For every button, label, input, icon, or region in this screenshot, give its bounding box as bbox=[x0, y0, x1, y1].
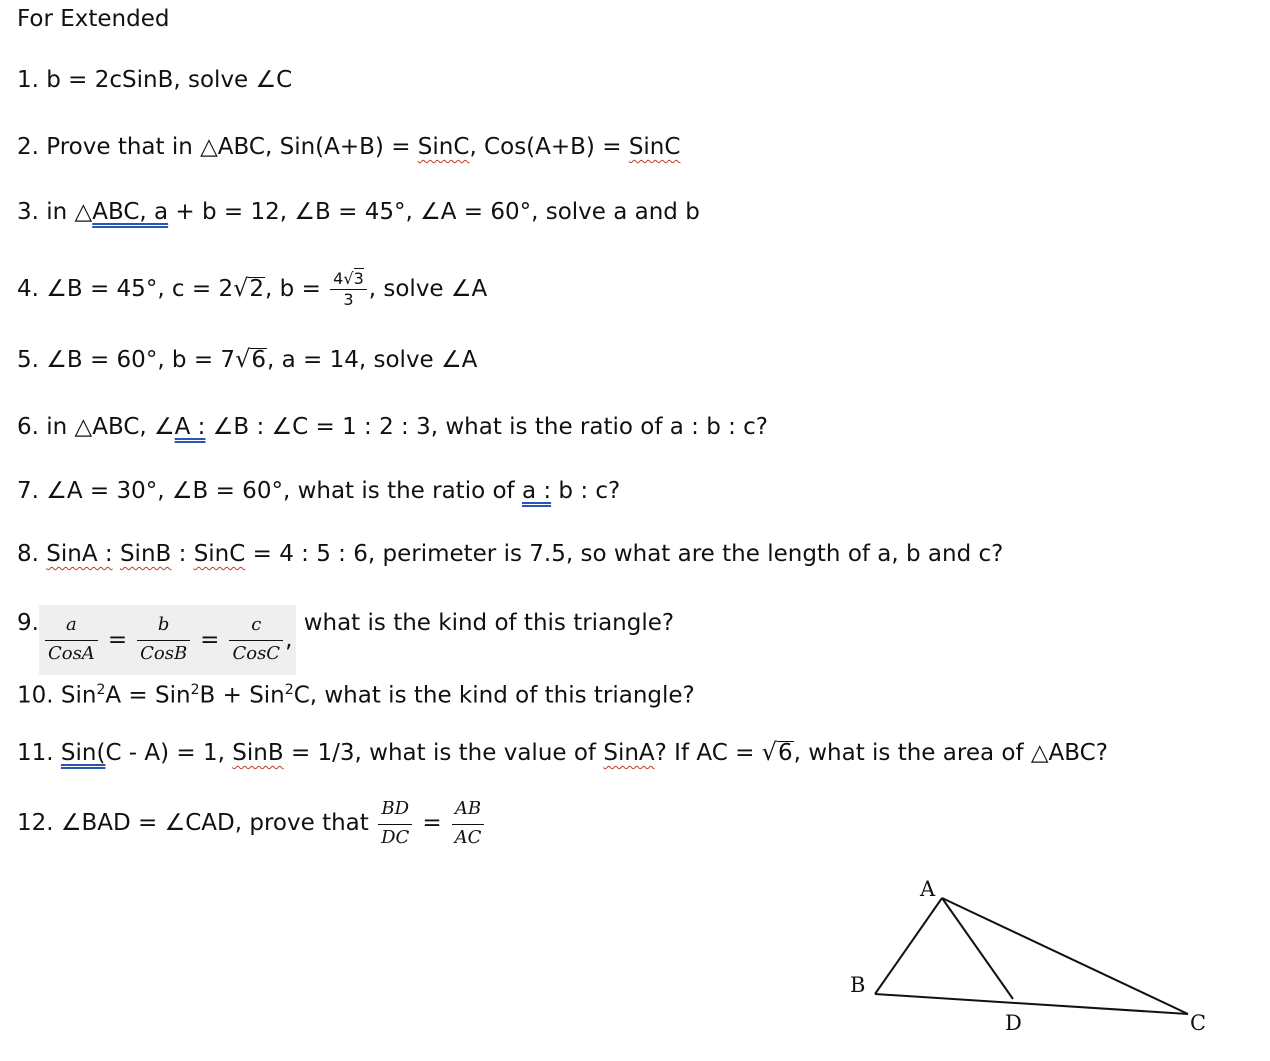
q9-frac-b-den: CosB bbox=[140, 643, 188, 664]
sqrt-symbol: √ bbox=[235, 345, 251, 373]
sqrt-symbol: √ bbox=[233, 274, 249, 302]
question-6 bbox=[17, 413, 768, 441]
q11-sina: SinA bbox=[603, 740, 655, 766]
q4-numerator: 4√3 bbox=[330, 269, 367, 290]
q4-fraction bbox=[330, 269, 367, 310]
question-11 bbox=[17, 738, 1108, 767]
q7-text-post: b : c? bbox=[551, 478, 621, 504]
q2-sinc-2: SinC bbox=[628, 134, 681, 160]
q2-sinc-1: SinC bbox=[417, 134, 470, 160]
q9-frac-c-den: CosC bbox=[232, 643, 281, 664]
question-7 bbox=[17, 477, 620, 505]
q3-underlined: ABC, a bbox=[92, 199, 169, 225]
question-3 bbox=[17, 198, 700, 226]
q2-text: 2. Prove that in △ABC, Sin(A+B) = bbox=[17, 134, 418, 160]
q4-radicand: 2 bbox=[249, 276, 265, 302]
q9-frac-c-num: c bbox=[229, 612, 283, 641]
q11-text-post: , what is the area of △ABC? bbox=[793, 740, 1108, 766]
q11-radicand: 6 bbox=[777, 740, 793, 766]
q11-text-3: ? If AC = bbox=[654, 740, 762, 766]
segment-ad bbox=[942, 898, 1013, 999]
q10-text-d: C, what is the kind of this triangle? bbox=[293, 682, 695, 709]
question-4 bbox=[17, 260, 487, 317]
side-ac bbox=[942, 898, 1188, 1014]
q10-sup-3: 2 bbox=[284, 682, 294, 698]
q9-text-post: what is the kind of this triangle? bbox=[296, 610, 675, 636]
q9-frac-a-den: CosA bbox=[47, 643, 95, 664]
label-b: B bbox=[850, 973, 866, 997]
q4-text-mid: , b = bbox=[265, 276, 329, 302]
q12-frac-right-den: AC bbox=[454, 827, 482, 848]
question-9 bbox=[17, 592, 674, 675]
q11-sin-underlined: Sin( bbox=[60, 740, 106, 766]
q12-fraction-left bbox=[378, 796, 412, 851]
q9-frac-b-num: b bbox=[137, 612, 190, 641]
q10-sup-2: 2 bbox=[190, 682, 200, 698]
q9-equation-box bbox=[39, 605, 296, 675]
label-c: C bbox=[1190, 1011, 1207, 1035]
q8-sina: SinA : bbox=[46, 541, 113, 567]
question-5 bbox=[17, 345, 477, 374]
heading: For Extended bbox=[17, 6, 170, 32]
q7-underlined: a : bbox=[521, 478, 552, 504]
q11-number: 11. bbox=[17, 740, 61, 766]
q8-text: 8. bbox=[17, 541, 47, 567]
q5-radicand: 6 bbox=[251, 347, 266, 373]
q6-underlined: A : bbox=[174, 414, 206, 440]
q11-sinb: SinB bbox=[232, 740, 284, 766]
label-d: D bbox=[1005, 1011, 1022, 1035]
q4-denominator: 3 bbox=[343, 290, 354, 309]
q8-colon: : bbox=[171, 541, 194, 567]
q10-text-a: 10. Sin bbox=[17, 682, 97, 709]
q9-fraction-a bbox=[45, 612, 98, 667]
label-a: A bbox=[920, 877, 936, 901]
q4-text: 4. ∠B = 45°, c = 2 bbox=[17, 276, 234, 302]
q9-comma: , bbox=[285, 626, 293, 653]
q5-text: 5. ∠B = 60°, b = 7 bbox=[17, 347, 236, 373]
q4-num-radicand: 3 bbox=[353, 269, 364, 288]
q11-text-2: = 1/3, what is the value of bbox=[283, 740, 604, 766]
q12-frac-right-num: AB bbox=[452, 796, 485, 825]
q12-frac-left-den: DC bbox=[381, 827, 410, 848]
q8-sinb: SinB bbox=[119, 541, 172, 567]
q12-fraction-right bbox=[452, 796, 485, 851]
q2-text-mid: , Cos(A+B) = bbox=[469, 134, 629, 160]
q9-fraction-c bbox=[229, 612, 283, 667]
q4-text-post: , solve ∠A bbox=[368, 276, 488, 302]
sqrt-symbol: √ bbox=[761, 738, 777, 766]
side-ab bbox=[875, 898, 942, 994]
q9-number: 9. bbox=[17, 610, 39, 636]
triangle-figure bbox=[840, 870, 1230, 1050]
q9-frac-a-num: a bbox=[45, 612, 98, 641]
q6-text-post: ∠B : ∠C = 1 : 2 : 3, what is the ratio of a : b : c? bbox=[205, 414, 769, 440]
q8-sinc: SinC bbox=[193, 541, 246, 567]
side-bc bbox=[875, 994, 1188, 1014]
question-10 bbox=[17, 676, 695, 710]
question-8 bbox=[17, 540, 1003, 568]
q5-text-post: , a = 14, solve ∠A bbox=[267, 347, 478, 373]
q11-text-1: C - A) = 1, bbox=[105, 740, 233, 766]
q6-text: 6. in △ABC, ∠ bbox=[17, 414, 175, 440]
q12-equals: = bbox=[422, 810, 442, 836]
q8-text-post: = 4 : 5 : 6, perimeter is 7.5, so what are the length of a, b and c? bbox=[245, 541, 1004, 567]
q8-space bbox=[113, 541, 120, 567]
q9-equals-1: = bbox=[107, 626, 128, 653]
q7-text: 7. ∠A = 30°, ∠B = 60°, what is the ratio of bbox=[17, 478, 522, 504]
question-1: 1. b = 2cSinB, solve ∠C bbox=[17, 67, 293, 93]
q3-text: 3. in △ bbox=[17, 199, 93, 225]
q12-frac-left-num: BD bbox=[378, 796, 412, 825]
q12-text: 12. ∠BAD = ∠CAD, prove that bbox=[17, 810, 377, 836]
q10-text-b: A = Sin bbox=[105, 682, 191, 709]
question-2 bbox=[17, 133, 680, 161]
q10-text-c: B + Sin bbox=[199, 682, 285, 709]
q3-text-post: + b = 12, ∠B = 45°, ∠A = 60°, solve a and b bbox=[168, 199, 700, 225]
question-12 bbox=[17, 792, 486, 854]
q9-fraction-b bbox=[137, 612, 190, 667]
q4-num-coef: 4 bbox=[333, 269, 344, 288]
q9-equals-2: = bbox=[200, 626, 220, 653]
q10-sup-1: 2 bbox=[96, 682, 106, 698]
